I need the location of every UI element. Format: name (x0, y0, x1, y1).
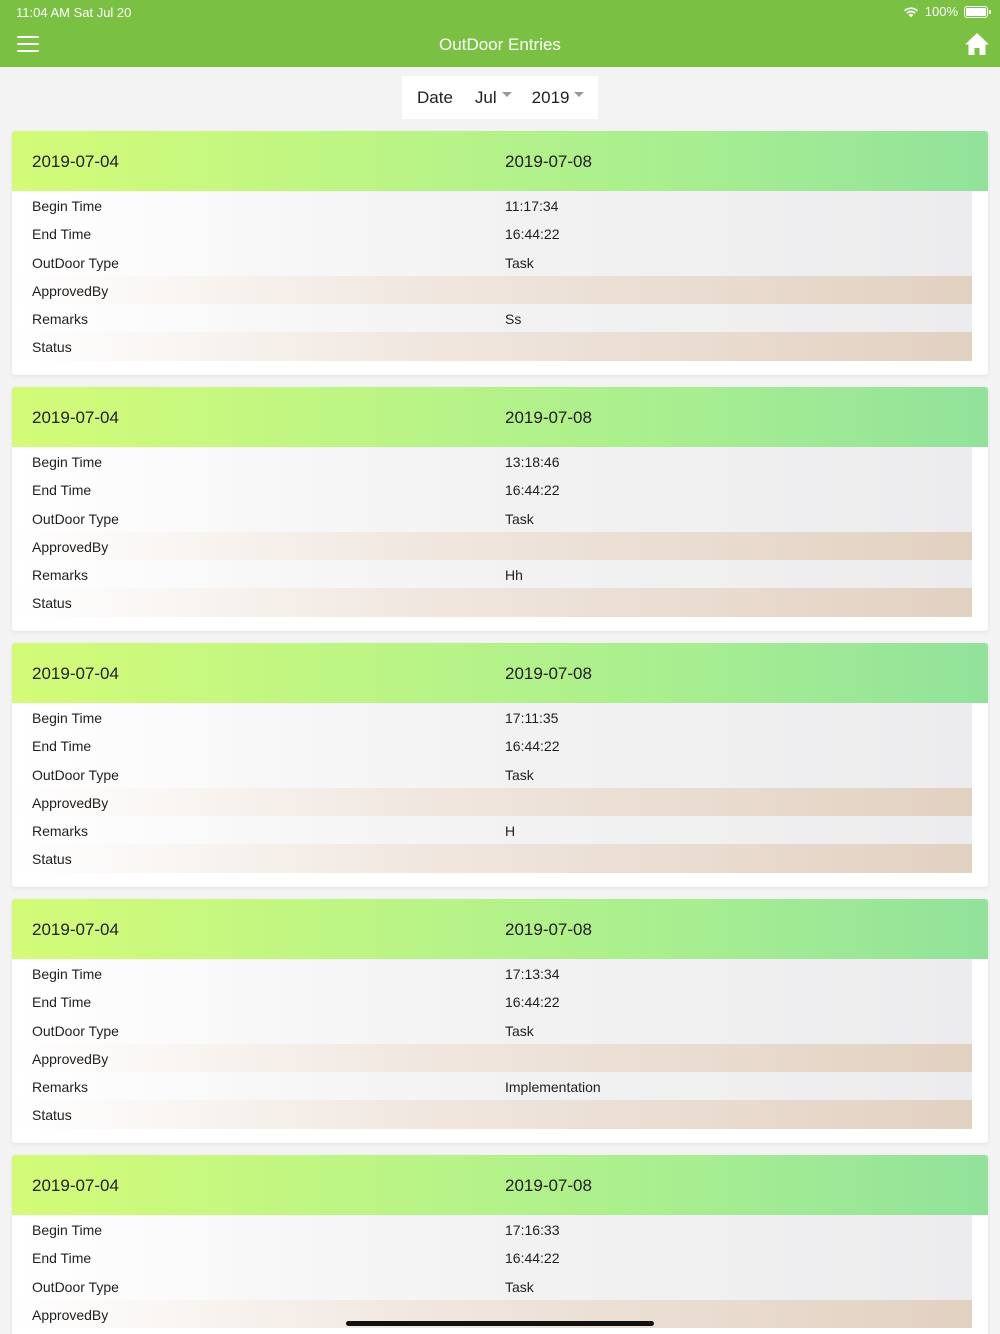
remarks-value: H (505, 823, 516, 840)
outdoor-type-row (12, 1272, 972, 1300)
month-value: Jul (474, 87, 497, 107)
remarks-label: Remarks (32, 567, 89, 584)
begin-time-label: Begin Time (32, 454, 103, 470)
home-icon[interactable] (964, 31, 990, 57)
end-time-label: End Time (32, 482, 92, 499)
outdoor-type-value: Task (505, 766, 534, 783)
status-row (12, 332, 972, 360)
begin-time-value: 17:11:35 (505, 710, 559, 726)
approved-by-label: ApprovedBy (32, 538, 109, 555)
remarks-label: Remarks (32, 311, 89, 328)
approved-by-row (12, 788, 972, 816)
remarks-row (12, 304, 972, 332)
end-time-value: 16:44:22 (505, 226, 560, 243)
begin-time-row (12, 703, 972, 731)
status-row (12, 844, 972, 872)
begin-time-label: Begin Time (32, 198, 103, 214)
year-select[interactable] (532, 88, 585, 108)
app-header (0, 0, 1000, 67)
year-value: 2019 (531, 87, 570, 107)
entry-from-date: 2019-07-04 (32, 408, 119, 427)
entry-from-date: 2019-07-04 (32, 1176, 119, 1195)
entry-card-header (12, 899, 988, 959)
entry-card-header (12, 1155, 988, 1215)
entry-to-date: 2019-07-08 (505, 408, 592, 427)
entry-details (12, 447, 988, 617)
entry-card[interactable] (12, 899, 988, 1143)
approved-by-label: ApprovedBy (32, 282, 109, 299)
entry-card[interactable] (12, 131, 988, 375)
outdoor-type-value: Task (505, 1022, 534, 1039)
month-select[interactable] (475, 88, 512, 108)
end-time-value: 16:44:22 (505, 1250, 560, 1267)
outdoor-type-value: Task (505, 1278, 534, 1295)
end-time-row (12, 1243, 972, 1271)
status-label: Status (32, 851, 72, 868)
status-row (12, 588, 972, 616)
begin-time-value: 17:13:34 (505, 966, 560, 982)
remarks-value: Implementation (505, 1079, 601, 1096)
status-label: Status (32, 595, 72, 612)
status-label: Status (32, 1107, 72, 1124)
remarks-row (12, 560, 972, 588)
remarks-row (12, 1072, 972, 1100)
status-row (12, 1100, 972, 1128)
entry-card-header (12, 131, 988, 191)
outdoor-type-label: OutDoor Type (32, 766, 119, 783)
end-time-row (12, 219, 972, 247)
outdoor-type-value: Task (505, 510, 534, 527)
begin-time-row (12, 1215, 972, 1243)
begin-time-value: 11:17:34 (505, 198, 559, 214)
begin-time-row (12, 191, 972, 219)
outdoor-type-label: OutDoor Type (32, 1022, 119, 1039)
remarks-row (12, 816, 972, 844)
home-indicator[interactable] (346, 1321, 654, 1326)
approved-by-row (12, 1044, 972, 1072)
end-time-label: End Time (32, 226, 92, 243)
outdoor-type-row (12, 760, 972, 788)
entry-card-header (12, 643, 988, 703)
begin-time-value: 13:18:46 (505, 454, 560, 470)
battery-percent: 100% (924, 4, 958, 19)
date-filter (402, 76, 598, 119)
status-time: 11:04 AM Sat Jul 20 (16, 5, 132, 20)
remarks-label: Remarks (32, 823, 89, 840)
begin-time-label: Begin Time (32, 710, 103, 726)
entry-card-header (12, 387, 988, 447)
status-label: Status (32, 339, 72, 356)
approved-by-row (12, 276, 972, 304)
outdoor-type-row (12, 504, 972, 532)
entry-card[interactable] (12, 387, 988, 631)
end-time-row (12, 731, 972, 759)
entry-to-date: 2019-07-08 (505, 920, 592, 939)
entry-to-date: 2019-07-08 (505, 1176, 592, 1195)
wifi-icon (903, 6, 919, 18)
date-filter-label: Date (417, 87, 453, 107)
begin-time-label: Begin Time (32, 966, 103, 982)
battery-icon (964, 6, 988, 18)
entry-card[interactable] (12, 1155, 988, 1334)
entry-from-date: 2019-07-04 (32, 920, 119, 939)
outdoor-type-row (12, 248, 972, 276)
outdoor-type-value: Task (505, 254, 534, 271)
chevron-down-icon (502, 92, 512, 97)
entry-details (12, 703, 988, 873)
remarks-value: Ss (505, 311, 522, 328)
entry-details (12, 959, 988, 1129)
remarks-value: Hh (505, 567, 523, 584)
entry-card[interactable] (12, 643, 988, 887)
end-time-value: 16:44:22 (505, 738, 560, 755)
entry-from-date: 2019-07-04 (32, 152, 119, 171)
outdoor-type-label: OutDoor Type (32, 1278, 119, 1295)
outdoor-type-row (12, 1016, 972, 1044)
end-time-label: End Time (32, 738, 92, 755)
entry-to-date: 2019-07-08 (505, 152, 592, 171)
begin-time-value: 17:16:33 (505, 1222, 560, 1238)
remarks-label: Remarks (32, 1079, 89, 1096)
end-time-row (12, 987, 972, 1015)
begin-time-row (12, 959, 972, 987)
status-indicators (903, 4, 988, 19)
end-time-label: End Time (32, 994, 92, 1011)
approved-by-label: ApprovedBy (32, 1306, 109, 1323)
end-time-row (12, 475, 972, 503)
begin-time-label: Begin Time (32, 1222, 103, 1238)
begin-time-row (12, 447, 972, 475)
page-title: OutDoor Entries (439, 35, 561, 54)
end-time-value: 16:44:22 (505, 994, 560, 1011)
end-time-value: 16:44:22 (505, 482, 560, 499)
entry-details (12, 1215, 988, 1328)
end-time-label: End Time (32, 1250, 92, 1267)
chevron-down-icon (574, 92, 584, 97)
entry-from-date: 2019-07-04 (32, 664, 119, 683)
outdoor-type-label: OutDoor Type (32, 254, 119, 271)
outdoor-type-label: OutDoor Type (32, 510, 119, 527)
approved-by-label: ApprovedBy (32, 794, 109, 811)
approved-by-label: ApprovedBy (32, 1050, 109, 1067)
entry-details (12, 191, 988, 361)
entry-to-date: 2019-07-08 (505, 664, 592, 683)
approved-by-row (12, 532, 972, 560)
